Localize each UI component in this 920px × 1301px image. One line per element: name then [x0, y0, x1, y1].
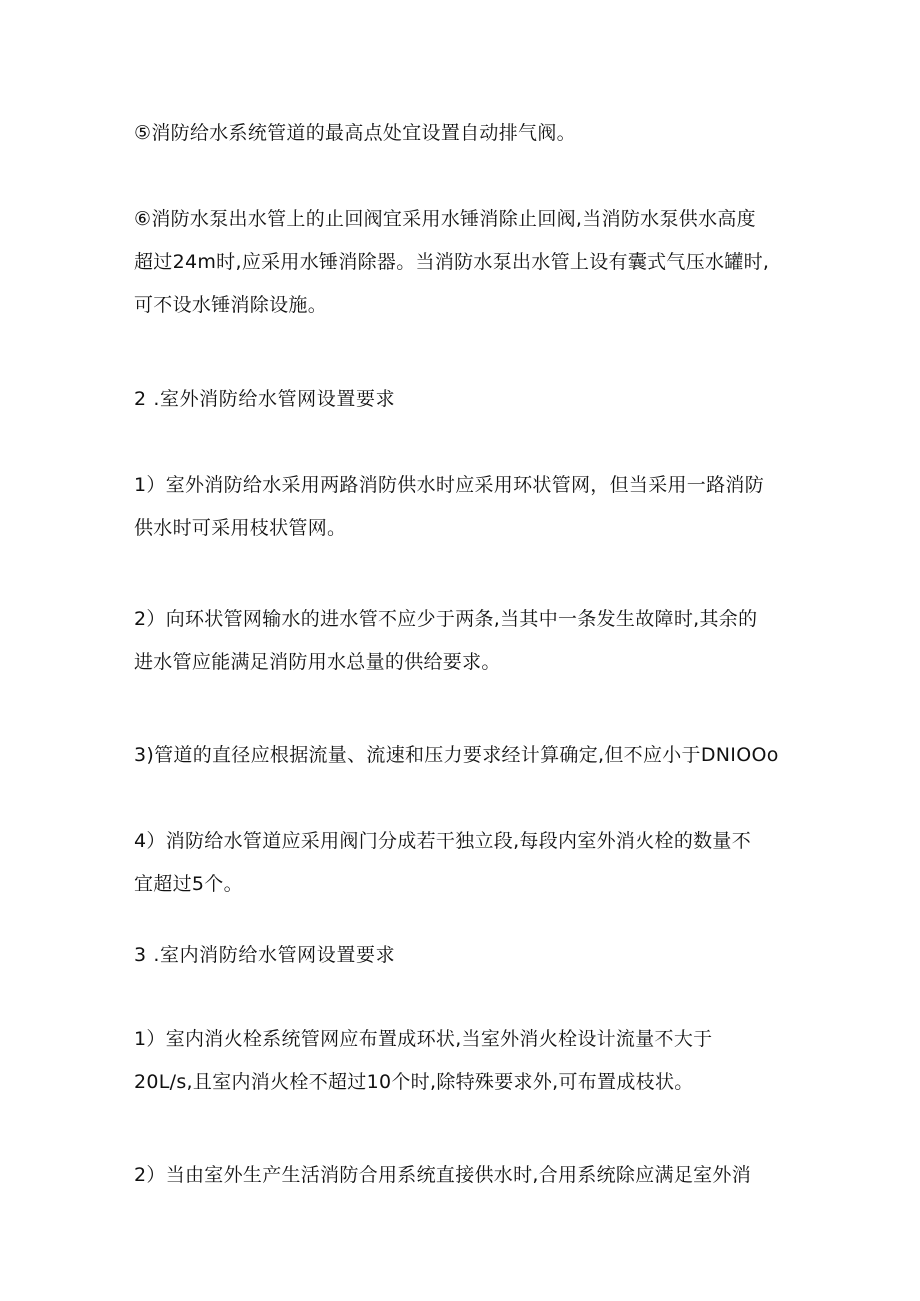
- section-heading-outdoor-network: [134, 378, 792, 421]
- paragraph-outdoor-ring-network: [134, 464, 792, 550]
- text-line: 20L/s,且室内消火栓不超过10个时,除特殊要求外,可布置成枝状。: [134, 1071, 694, 1093]
- paragraph-indoor-ring-network: [134, 1018, 792, 1104]
- paragraph-inlet-pipes: [134, 598, 792, 684]
- text-line: 超过24m时,应采用水锤消除器。当消防水泵出水管上设有囊式气压水罐时,: [134, 251, 770, 273]
- section-heading-indoor-network: [134, 934, 792, 977]
- text-line: 供水时可采用枝状管网。: [134, 517, 347, 539]
- text-line: ⑤消防给水系统管道的最高点处宜设置自动排气阀。: [134, 122, 576, 144]
- heading-text: 2 .室外消防给水管网设置要求: [134, 388, 396, 410]
- text-line: ⑥消防水泵出水管上的止回阀宜采用水锤消除止回阀,当消防水泵供水高度: [134, 208, 756, 230]
- text-line: 4）消防给水管道应采用阀门分成若干独立段,每段内室外消火栓的数量不: [134, 830, 752, 852]
- paragraph-combined-system: [134, 1154, 792, 1197]
- text-line: 2）向环状管网输水的进水管不应少于两条,当其中一条发生故障时,其余的: [134, 608, 758, 630]
- text-line: 3)管道的直径应根据流量、流速和压力要求经计算确定,但不应小于DNIOOo: [134, 744, 779, 766]
- text-line: 宜超过5个。: [134, 873, 243, 895]
- paragraph-exhaust-valve: [134, 112, 792, 155]
- text-line: 1）室外消防给水采用两路消防供水时应采用环状管网，但当采用一路消防: [134, 474, 764, 496]
- paragraph-check-valve: [134, 198, 792, 327]
- text-line: 进水管应能满足消防用水总量的供给要求。: [134, 651, 501, 673]
- heading-text: 3 .室内消防给水管网设置要求: [134, 944, 396, 966]
- text-line: 1）室内消火栓系统管网应布置成环状,当室外消火栓设计流量不大于: [134, 1028, 713, 1050]
- paragraph-pipe-diameter: [134, 734, 792, 777]
- text-line: 2）当由室外生产生活消防合用系统直接供水时,合用系统除应满足室外消: [134, 1164, 752, 1186]
- text-line: 可不设水锤消除设施。: [134, 294, 328, 316]
- paragraph-valve-sections: [134, 820, 792, 906]
